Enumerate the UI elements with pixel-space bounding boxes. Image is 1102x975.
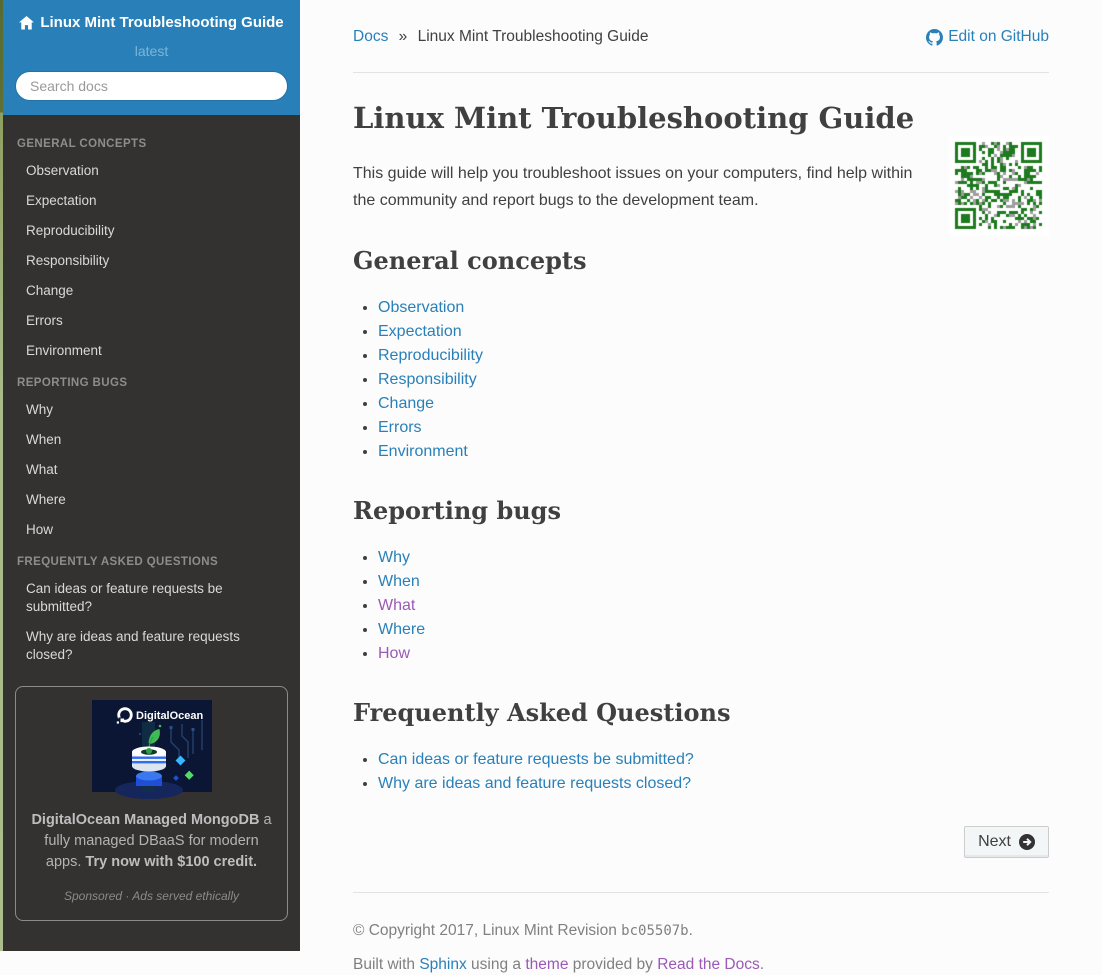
sidebar-item [3, 574, 300, 622]
theme-link[interactable]: theme [525, 956, 569, 973]
sidebar-item [3, 246, 300, 276]
sidebar-header [3, 0, 300, 115]
sidebar-item [3, 276, 300, 306]
read-the-docs-link[interactable]: Read the Docs [657, 956, 760, 973]
sidebar-item-when[interactable]: When [26, 432, 62, 447]
ad-text[interactable]: DigitalOcean Managed MongoDB a fully managed DBaaS for modern apps. Try now with $100 credit. [31, 812, 272, 870]
doc-sections [353, 246, 1049, 796]
sidebar-section-caption: FREQUENTLY ASKED QUESTIONS [17, 556, 219, 568]
sidebar-item-how[interactable]: How [26, 522, 54, 537]
breadcrumb-divider [353, 72, 1049, 73]
doc-link-errors[interactable]: Errors [378, 419, 422, 436]
doc-link-why-are-ideas-and-feature-requests-closed[interactable]: Why are ideas and feature requests closed? [378, 775, 692, 792]
doc-link-where[interactable]: Where [378, 621, 426, 638]
breadcrumb-current: Linux Mint Troubleshooting Guide [417, 28, 649, 45]
sidebar-item [3, 395, 300, 425]
next-button[interactable] [964, 826, 1049, 858]
list-item [378, 642, 1049, 666]
section-heading: Reporting bugs [353, 496, 561, 525]
sidebar-nav [3, 115, 300, 670]
breadcrumb-docs-link[interactable]: Docs [353, 28, 389, 45]
sidebar-item-expectation[interactable]: Expectation [26, 193, 97, 208]
sidebar-item-observation[interactable]: Observation [26, 163, 99, 178]
sidebar-item-what[interactable]: What [26, 462, 58, 477]
list-item [378, 594, 1049, 618]
svg-text:DigitalOcean: DigitalOcean [135, 710, 203, 722]
ad-image[interactable] [92, 700, 212, 792]
sidebar-item-responsibility[interactable]: Responsibility [26, 253, 110, 268]
scrollbar-strip[interactable] [0, 0, 3, 951]
footer [353, 921, 1049, 975]
list-item [378, 546, 1049, 570]
intro-paragraph: This guide will help you troubleshoot issues on your computers, find help within the community and report bugs to the development team. [353, 165, 913, 209]
github-icon [926, 29, 943, 46]
search-input[interactable] [15, 71, 288, 101]
sidebar-item-why[interactable]: Why [26, 402, 53, 417]
doc-link-environment[interactable]: Environment [378, 443, 468, 460]
sphinx-link[interactable]: Sphinx [419, 956, 467, 973]
doc-link-why[interactable]: Why [378, 549, 410, 566]
sidebar-item-can-ideas-or-feature-requests-be-submitted[interactable]: Can ideas or feature requests be submitted? [26, 581, 223, 614]
doc-link-change[interactable]: Change [378, 395, 435, 412]
page-title: Linux Mint Troubleshooting Guide [353, 101, 915, 135]
sidebar-section-caption: REPORTING BUGS [17, 377, 128, 389]
doc-link-responsibility[interactable]: Responsibility [378, 371, 477, 388]
list-item [378, 748, 1049, 772]
list-item [378, 772, 1049, 796]
doc-link-how[interactable]: How [378, 645, 411, 662]
arrow-circle-right-icon [1019, 834, 1035, 850]
breadcrumb-separator: » [398, 28, 408, 45]
revision-hash: bc05507b [621, 923, 689, 939]
sidebar [3, 0, 300, 951]
list-item [378, 368, 1049, 392]
home-icon [19, 16, 34, 30]
breadcrumb [353, 28, 1049, 46]
ad-sponsored-label: Sponsored · Ads served ethically [64, 889, 239, 903]
sidebar-item [3, 156, 300, 186]
sidebar-item [3, 186, 300, 216]
edit-on-github-link[interactable] [926, 28, 1049, 46]
sidebar-title-text: Linux Mint Troubleshooting Guide [40, 14, 284, 31]
list-item [378, 618, 1049, 642]
section-heading: General concepts [353, 246, 587, 275]
sidebar-section-caption: GENERAL CONCEPTS [17, 138, 147, 150]
list-item [378, 344, 1049, 368]
sidebar-item [3, 485, 300, 515]
sidebar-home-link[interactable] [19, 14, 283, 32]
sidebar-item-why-are-ideas-and-feature-requests-closed[interactable]: Why are ideas and feature requests closed? [26, 629, 240, 662]
sidebar-item-where[interactable]: Where [26, 492, 66, 507]
sidebar-item-change[interactable]: Change [26, 283, 74, 298]
sidebar-item [3, 306, 300, 336]
main-content-area [300, 0, 1102, 973]
sidebar-item [3, 216, 300, 246]
list-item [378, 392, 1049, 416]
list-item [378, 320, 1049, 344]
doc-link-what[interactable]: What [378, 597, 416, 614]
doc-link-observation[interactable]: Observation [378, 299, 465, 316]
footer-divider [353, 892, 1049, 893]
sidebar-item [3, 425, 300, 455]
sidebar-ad [15, 686, 288, 921]
sidebar-item-environment[interactable]: Environment [26, 343, 102, 358]
section-heading: Frequently Asked Questions [353, 698, 731, 727]
doc-link-can-ideas-or-feature-requests-be-submitted[interactable]: Can ideas or feature requests be submitted? [378, 751, 694, 768]
list-item [378, 440, 1049, 464]
edit-on-github-label: Edit on GitHub [948, 28, 1049, 45]
doc-link-reproducibility[interactable]: Reproducibility [378, 347, 483, 364]
sidebar-item [3, 336, 300, 366]
next-button-label: Next [978, 833, 1011, 850]
sidebar-item-reproducibility[interactable]: Reproducibility [26, 223, 115, 238]
doc-link-when[interactable]: When [378, 573, 420, 590]
list-item [378, 296, 1049, 320]
doc-link-expectation[interactable]: Expectation [378, 323, 462, 340]
sidebar-item [3, 455, 300, 485]
copyright-line: © Copyright 2017, Linux Mint Revision bc05507b. [353, 922, 693, 939]
qr-code-image [949, 136, 1049, 236]
list-item [378, 570, 1049, 594]
built-with-line: Built with Sphinx using a theme provided by Read the Docs. [353, 956, 765, 973]
sidebar-item [3, 622, 300, 670]
sidebar-item-errors[interactable]: Errors [26, 313, 63, 328]
version-label: latest [134, 43, 169, 59]
sidebar-item [3, 515, 300, 545]
list-item [378, 416, 1049, 440]
